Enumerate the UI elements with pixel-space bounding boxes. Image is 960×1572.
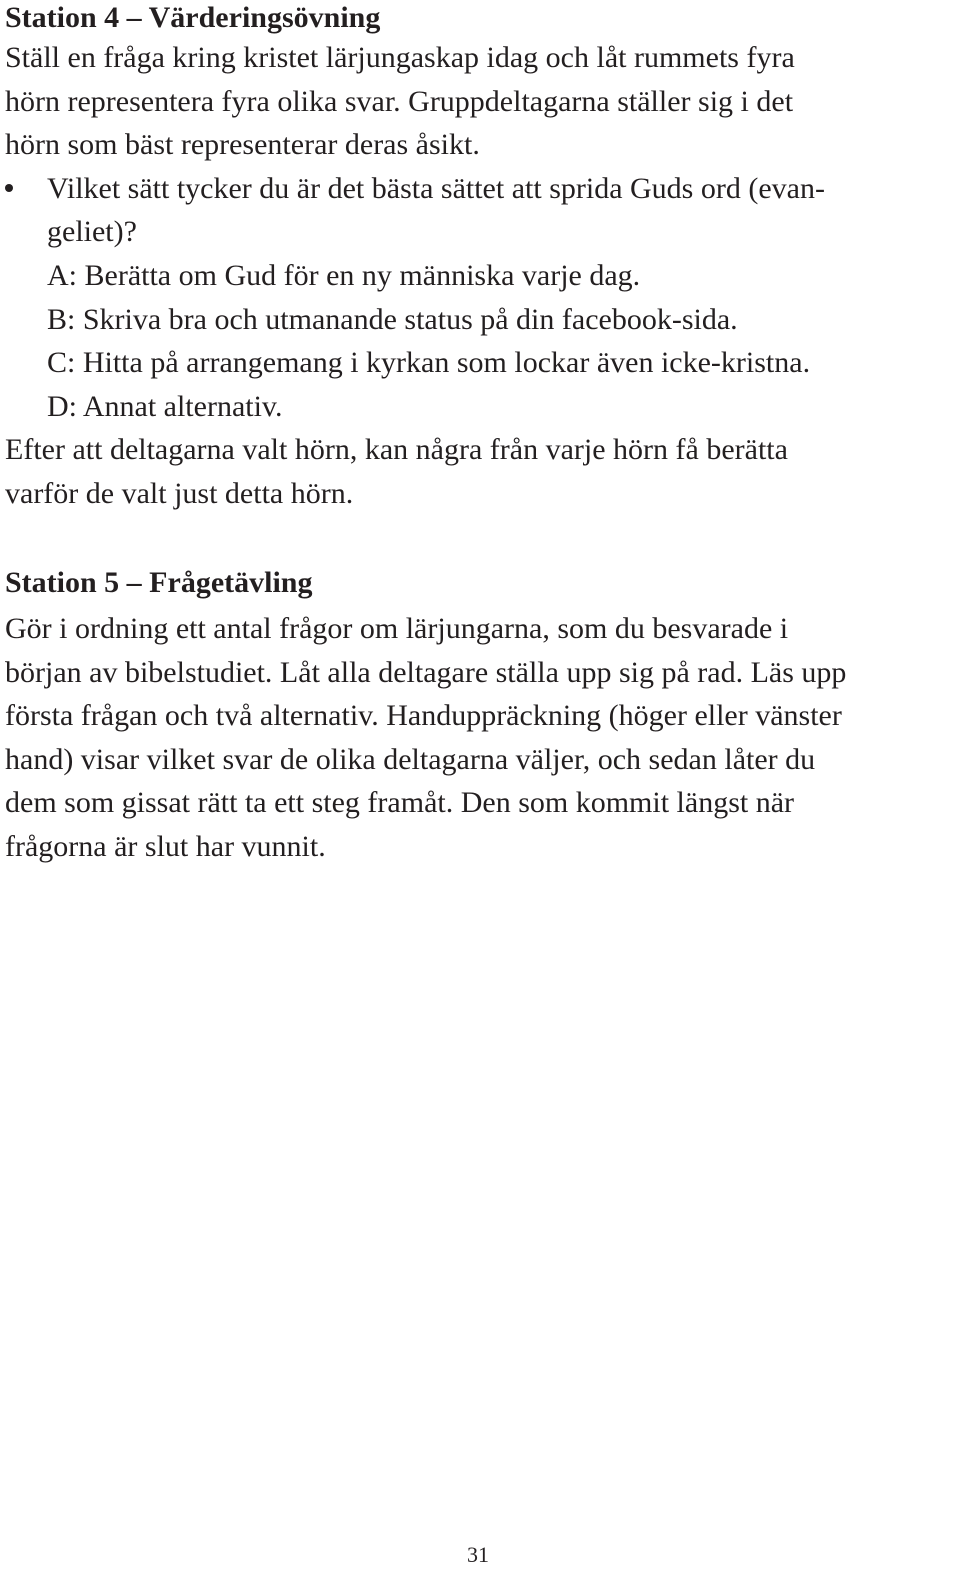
question-line: Vilket sätt tycker du är det bästa sättet att sprida Guds ord (evan-: [47, 171, 825, 205]
answer-option-c: C: Hitta på arrangemang i kyrkan som lockar även icke-kristna.: [47, 346, 811, 380]
bullet-icon: [5, 184, 13, 192]
station-5-body-line: frågorna är slut har vunnit.: [5, 829, 326, 863]
station-4-intro-line: Ställ en fråga kring kristet lärjungaskap idag och låt rummets fyra: [5, 41, 795, 74]
answer-option-b: B: Skriva bra och utmanande status på din facebook-sida.: [47, 302, 738, 336]
station-4-heading: Station 4 – Värderingsövning: [5, 1, 381, 34]
station-5-body-line: första frågan och två alternativ. Handuppräckning (höger eller vänster: [5, 699, 842, 733]
station-5-body-line: hand) visar vilket svar de olika deltagarna väljer, och sedan låter du: [5, 742, 816, 776]
station-4-outro-line: Efter att deltagarna valt hörn, kan några från varje hörn få berätta: [5, 433, 788, 467]
station-5-body-line: Gör i ordning ett antal frågor om lärjungarna, som du besvarade i: [5, 612, 789, 645]
page-number: 31: [467, 1542, 489, 1567]
question-line: geliet)?: [47, 215, 137, 249]
station-5-body-line: dem som gissat rätt ta ett steg framåt. Den som kommit längst när: [5, 786, 795, 820]
station-5-heading: Station 5 – Frågetävling: [5, 566, 313, 599]
station-5-body-line: början av bibelstudiet. Låt alla deltagare ställa upp sig på rad. Läs upp: [5, 655, 847, 689]
station-4-intro: [5, 36, 825, 167]
station-4-section: [5, 0, 825, 516]
answer-option-d: D: Annat alternativ.: [47, 389, 283, 423]
station-4-outro-line: varför de valt just detta hörn.: [5, 476, 354, 510]
station-5-section: [5, 565, 846, 869]
answer-option-a: A: Berätta om Gud för en ny människa varje dag.: [47, 258, 641, 292]
station-5-body: [5, 607, 846, 869]
station-4-question: [5, 167, 825, 254]
station-4-intro-line: hörn som bäst representerar deras åsikt.: [5, 128, 480, 162]
answer-options: [5, 254, 825, 428]
station-4-outro: [5, 428, 825, 515]
station-4-intro-line: hörn representera fyra olika svar. Gruppdeltagarna ställer sig i det: [5, 84, 794, 118]
